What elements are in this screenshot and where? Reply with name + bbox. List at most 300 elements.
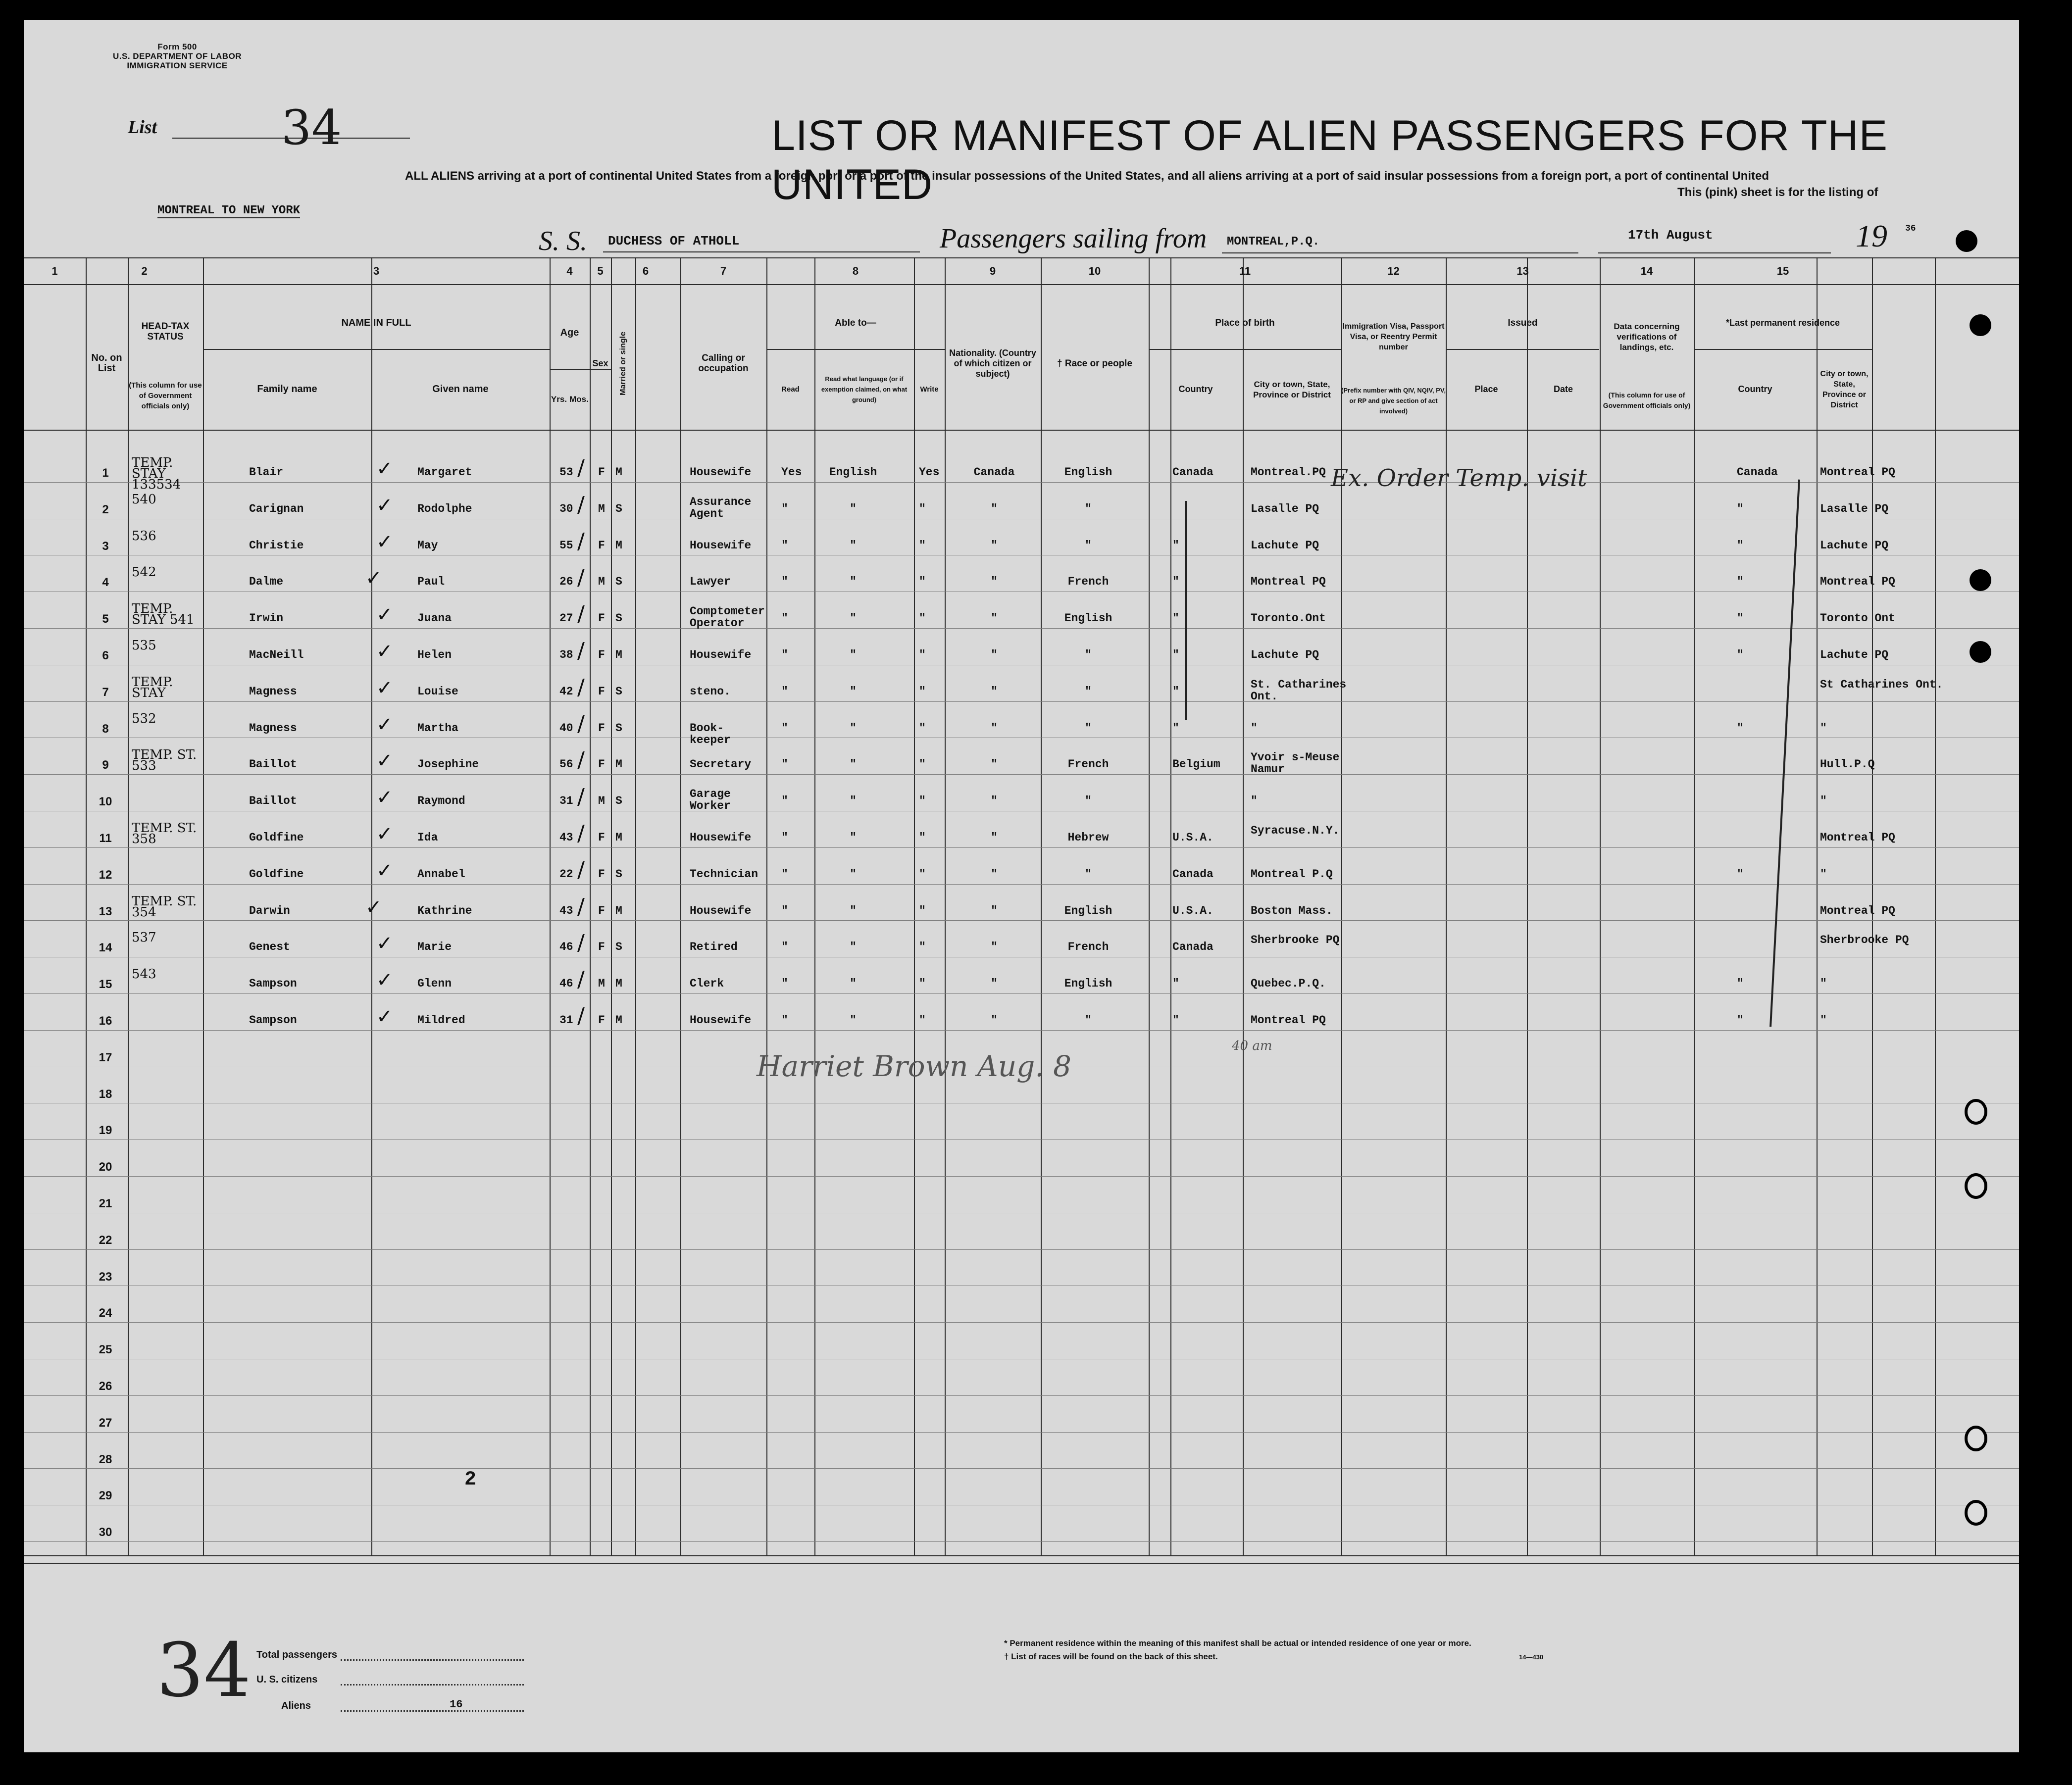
cell-read: " bbox=[781, 685, 788, 698]
row-number: 6 bbox=[102, 649, 109, 662]
cell-calling: steno. bbox=[690, 685, 731, 698]
cell-ms: M bbox=[615, 466, 622, 479]
binder-hole bbox=[1970, 314, 1991, 336]
cell-sex: F bbox=[598, 867, 605, 881]
age-slash-mark: / bbox=[577, 821, 585, 846]
cell-lang: English bbox=[829, 466, 877, 479]
cell-bc: " bbox=[1172, 539, 1179, 552]
cell-write: " bbox=[919, 648, 926, 661]
header-mos bbox=[568, 369, 590, 430]
cell-write: Yes bbox=[919, 466, 940, 479]
cell-read: " bbox=[781, 758, 788, 771]
page-title: LIST OR MANIFEST OF ALIEN PASSENGERS FOR THE UNITED bbox=[771, 112, 1888, 208]
row-rule bbox=[24, 1395, 2019, 1396]
colnum-row-border bbox=[24, 284, 2019, 285]
row-number-empty: 21 bbox=[99, 1197, 112, 1210]
age-slash-mark: / bbox=[577, 674, 585, 700]
cell-rcity: Hull.P.Q bbox=[1820, 758, 1875, 771]
cell-given: Ida bbox=[417, 831, 438, 844]
cell-lang: " bbox=[850, 758, 857, 771]
row-number-empty: 23 bbox=[99, 1270, 112, 1284]
row-rule bbox=[24, 701, 2019, 702]
cell-bc: U.S.A. bbox=[1172, 831, 1213, 844]
cell-rcity: Lachute PQ bbox=[1820, 539, 1889, 552]
cell-ms: M bbox=[615, 831, 622, 844]
cell-age: 43 bbox=[559, 904, 573, 917]
cell-bc: Canada bbox=[1172, 941, 1213, 954]
cell-calling: Technician bbox=[690, 867, 758, 881]
cell-write: " bbox=[919, 612, 926, 625]
cell-sex: F bbox=[598, 685, 605, 698]
header-mos-text: Mos. bbox=[569, 395, 589, 404]
cell-bcity: Montreal P.Q bbox=[1251, 867, 1333, 881]
sailing-date: 17th August bbox=[1628, 228, 1713, 243]
column-divider bbox=[203, 257, 204, 1555]
total-passengers-label: Total passengers bbox=[256, 1649, 338, 1660]
cell-read: " bbox=[781, 867, 788, 881]
cell-race: Hebrew bbox=[1067, 831, 1109, 844]
column-number-8: 8 bbox=[852, 265, 859, 277]
header-read-language bbox=[814, 349, 914, 430]
column-number-2: 2 bbox=[141, 265, 148, 277]
cell-calling: Book-keeper bbox=[690, 721, 731, 746]
cell-bc: " bbox=[1172, 575, 1179, 589]
cell-race: " bbox=[1085, 685, 1092, 698]
cell-age: 31 bbox=[559, 1014, 573, 1027]
row-rule bbox=[24, 1176, 2019, 1177]
header-bottom-border bbox=[24, 430, 2019, 431]
ss-label: S. S. bbox=[539, 226, 587, 256]
cell-bcity: Lachute PQ bbox=[1251, 648, 1319, 661]
row-number-empty: 18 bbox=[99, 1087, 112, 1101]
row-number: 1 bbox=[102, 466, 109, 480]
cell-nat: " bbox=[991, 721, 998, 735]
cell-read: " bbox=[781, 904, 788, 917]
cell-age: 31 bbox=[559, 794, 573, 808]
column-divider bbox=[945, 257, 946, 1555]
header-write-text: Write bbox=[920, 385, 939, 394]
cell-rcity: Lachute PQ bbox=[1820, 648, 1889, 661]
cell-rcity: St Catharines Ont. bbox=[1820, 678, 1943, 691]
cell-calling: Assurance Agent bbox=[690, 495, 752, 520]
cell-sex: F bbox=[598, 612, 605, 625]
binder-hole bbox=[1970, 569, 1991, 591]
cell-read: " bbox=[781, 794, 788, 808]
header-sex bbox=[590, 297, 611, 430]
cell-rc: " bbox=[1737, 721, 1744, 735]
year-prefix: 19 bbox=[1856, 218, 1887, 253]
header-residence-country bbox=[1694, 349, 1817, 430]
us-citizens-label: U. S. citizens bbox=[256, 1674, 318, 1685]
footnote-races: † List of races will be found on the back of this sheet. bbox=[1004, 1652, 1218, 1661]
header-age-text: Age bbox=[560, 327, 579, 338]
verification-check-icon: ✓ bbox=[376, 859, 393, 882]
cell-bcity: Montreal.PQ bbox=[1251, 466, 1326, 479]
cell-nat: " bbox=[991, 502, 998, 515]
cell-race: English bbox=[1064, 612, 1112, 625]
cell-sex: F bbox=[598, 721, 605, 735]
row-rule bbox=[24, 1541, 2019, 1542]
cell-family: Dalme bbox=[249, 575, 284, 589]
header-visa-note-text: (Prefix number with QIV, NQIV, PV, or RP and give section of act involved) bbox=[1341, 386, 1446, 415]
ship-name: DUCHESS OF ATHOLL bbox=[608, 234, 740, 248]
binder-hole bbox=[1965, 1099, 1987, 1125]
cell-bc: Canada bbox=[1172, 867, 1213, 881]
cell-ms: M bbox=[615, 904, 622, 917]
age-slash-mark: / bbox=[577, 784, 585, 810]
aliens-line bbox=[341, 1710, 524, 1712]
footnote-residence: * Permanent residence within the meaning of this manifest shall be actual or intended residence of one year or more. bbox=[1004, 1638, 1471, 1648]
form-number: Form 500 bbox=[157, 42, 197, 51]
cell-read: Yes bbox=[781, 466, 802, 479]
header-issued bbox=[1446, 297, 1600, 349]
head-tax-status: 543 bbox=[132, 967, 156, 982]
row-number-empty: 20 bbox=[99, 1160, 112, 1174]
cell-bc: Belgium bbox=[1172, 758, 1220, 771]
cell-nat: " bbox=[991, 612, 998, 625]
cell-rcity: Sherbrooke PQ bbox=[1820, 934, 1909, 947]
header-read bbox=[766, 349, 814, 430]
handwritten-total: 34 bbox=[156, 1628, 251, 1714]
column-number-7: 7 bbox=[720, 265, 727, 277]
header-data-concerning bbox=[1600, 297, 1694, 376]
head-tax-status: TEMP. STAY 541 bbox=[132, 601, 195, 628]
cell-rcity: " bbox=[1820, 867, 1827, 881]
column-divider bbox=[814, 257, 815, 1555]
column-number-9: 9 bbox=[989, 265, 996, 277]
cell-family: Irwin bbox=[249, 612, 284, 625]
cell-sex: F bbox=[598, 904, 605, 917]
column-divider bbox=[1170, 257, 1171, 1555]
cell-race: " bbox=[1085, 794, 1092, 808]
cell-family: Baillot bbox=[249, 758, 297, 771]
cell-lang: " bbox=[850, 831, 857, 844]
cell-nat: " bbox=[991, 904, 998, 917]
header-age bbox=[550, 297, 590, 369]
column-number-4: 4 bbox=[566, 265, 573, 277]
subtitle-line-1: ALL ALIENS arriving at a port of continental United States from a foreign port or a port of the insular possessions of the United States, and all aliens arriving at a port of said insular possessions from a foreign port, a port of continental United bbox=[405, 169, 1769, 183]
cell-age: 27 bbox=[559, 612, 573, 625]
row-number-empty: 27 bbox=[99, 1416, 112, 1430]
cell-nat: " bbox=[991, 648, 998, 661]
cell-given: Josephine bbox=[417, 758, 479, 771]
cell-calling: Housewife bbox=[690, 831, 752, 844]
cell-calling: Secretary bbox=[690, 758, 752, 771]
row-rule bbox=[24, 1030, 2019, 1031]
cell-race: English bbox=[1064, 904, 1112, 917]
header-read-language-text: Read what language (or if exemption claimed, on what ground) bbox=[821, 375, 908, 403]
age-slash-mark: / bbox=[577, 601, 585, 627]
cell-nat: " bbox=[991, 575, 998, 589]
cell-bcity: Toronto.Ont bbox=[1251, 612, 1326, 625]
binder-hole bbox=[1965, 1426, 1987, 1451]
header-issued-date bbox=[1527, 349, 1600, 430]
date-underline bbox=[1598, 252, 1831, 253]
cell-write: " bbox=[919, 941, 926, 954]
cell-race: " bbox=[1085, 502, 1092, 515]
residence-ditto-stroke bbox=[1769, 480, 1800, 1027]
cell-ms: M bbox=[615, 1014, 622, 1027]
cell-sex: M bbox=[598, 502, 605, 515]
header-family-name-text: Family name bbox=[257, 384, 317, 395]
route-stamp: MONTREAL TO NEW YORK bbox=[157, 204, 301, 217]
cell-rc: " bbox=[1737, 867, 1744, 881]
column-number-5: 5 bbox=[597, 265, 604, 277]
verification-check-icon: ✓ bbox=[376, 969, 393, 992]
cell-bcity: Quebec.P.Q. bbox=[1251, 977, 1326, 991]
cell-lang: " bbox=[850, 977, 857, 991]
row-number-empty: 30 bbox=[99, 1526, 112, 1539]
column-divider bbox=[1041, 257, 1042, 1555]
cell-rc: " bbox=[1737, 502, 1744, 515]
cell-read: " bbox=[781, 831, 788, 844]
row-number-empty: 19 bbox=[99, 1124, 112, 1138]
cell-calling: Comptometer Operator bbox=[690, 605, 765, 630]
row-rule bbox=[24, 774, 2019, 775]
header-residence-city-text: City or town, State, Province or District bbox=[1820, 369, 1869, 409]
cell-write: " bbox=[919, 977, 926, 991]
cell-bcity: " bbox=[1251, 721, 1258, 735]
head-tax-status: 532 bbox=[132, 711, 156, 726]
cell-sex: F bbox=[598, 539, 605, 552]
cell-race: English bbox=[1064, 977, 1112, 991]
cell-given: Margaret bbox=[417, 466, 472, 479]
cell-read: " bbox=[781, 721, 788, 735]
age-slash-mark: / bbox=[577, 492, 585, 517]
cell-write: " bbox=[919, 721, 926, 735]
age-slash-mark: / bbox=[577, 967, 585, 992]
cell-nat: " bbox=[991, 685, 998, 698]
cell-age: 55 bbox=[559, 539, 573, 552]
verification-check-icon: ✓ bbox=[376, 494, 393, 517]
row-number: 16 bbox=[99, 1014, 112, 1028]
column-number-12: 12 bbox=[1387, 265, 1400, 277]
cell-lang: " bbox=[850, 648, 857, 661]
cell-race: " bbox=[1085, 1014, 1092, 1027]
cell-sex: F bbox=[598, 466, 605, 479]
stamp-number: 2 bbox=[464, 1469, 477, 1491]
cell-given: Juana bbox=[417, 612, 452, 625]
service-name: IMMIGRATION SERVICE bbox=[127, 61, 228, 70]
cell-family: Darwin bbox=[249, 904, 290, 917]
cell-family: Magness bbox=[249, 721, 297, 735]
head-tax-status: TEMP. ST. 358 bbox=[132, 821, 197, 846]
verification-check-icon: ✓ bbox=[365, 567, 382, 590]
header-data-note-text: (This column for use of Government officials only) bbox=[1603, 391, 1691, 409]
cell-sex: F bbox=[598, 648, 605, 661]
age-slash-mark: / bbox=[577, 930, 585, 956]
row-number: 3 bbox=[102, 539, 109, 553]
cell-given: Martha bbox=[417, 721, 458, 735]
header-name-in-full-text: NAME IN FULL bbox=[341, 317, 411, 328]
cell-calling: Housewife bbox=[690, 466, 752, 479]
age-slash-mark: / bbox=[577, 455, 585, 481]
cell-write: " bbox=[919, 502, 926, 515]
cell-bcity: St. Catharines Ont. bbox=[1251, 678, 1347, 703]
departure-port: MONTREAL,P.Q. bbox=[1227, 235, 1320, 248]
cell-calling: Housewife bbox=[690, 648, 752, 661]
cell-given: Raymond bbox=[417, 794, 465, 808]
cell-rcity: Montreal PQ bbox=[1820, 831, 1895, 844]
column-divider bbox=[611, 257, 612, 1555]
header-residence-country-text: Country bbox=[1738, 384, 1772, 394]
row-number: 5 bbox=[102, 612, 109, 626]
age-slash-mark: / bbox=[577, 1003, 585, 1029]
row-rule bbox=[24, 1432, 2019, 1433]
row-number-empty: 22 bbox=[99, 1233, 112, 1247]
cell-rcity: " bbox=[1820, 977, 1827, 991]
cell-calling: Retired bbox=[690, 941, 738, 954]
cell-given: Paul bbox=[417, 575, 445, 589]
row-rule bbox=[24, 993, 2019, 994]
header-birth-city bbox=[1243, 349, 1341, 430]
signature-time: 40 am bbox=[1232, 1039, 1272, 1053]
age-slash-mark: / bbox=[577, 565, 585, 591]
column-divider bbox=[1243, 257, 1244, 1555]
cell-race: " bbox=[1085, 721, 1092, 735]
cell-bcity: " bbox=[1251, 794, 1258, 808]
cell-ms: S bbox=[615, 721, 622, 735]
column-divider bbox=[550, 257, 551, 1555]
cell-lang: " bbox=[850, 794, 857, 808]
cell-write: " bbox=[919, 904, 926, 917]
cell-read: " bbox=[781, 575, 788, 589]
row-number-empty: 24 bbox=[99, 1306, 112, 1320]
cell-nat: " bbox=[991, 1014, 998, 1027]
row-number-empty: 25 bbox=[99, 1343, 112, 1357]
cell-race: English bbox=[1064, 466, 1112, 479]
cell-lang: " bbox=[850, 502, 857, 515]
cell-nat: " bbox=[991, 794, 998, 808]
cell-race: French bbox=[1067, 941, 1109, 954]
header-nationality-text: Nationality. (Country of which citizen or subject) bbox=[949, 347, 1036, 379]
age-slash-mark: / bbox=[577, 711, 585, 737]
cell-calling: Lawyer bbox=[690, 575, 731, 589]
row-number: 8 bbox=[102, 722, 109, 736]
row-rule bbox=[24, 1468, 2019, 1469]
verification-check-icon: ✓ bbox=[376, 1005, 393, 1028]
cell-age: 40 bbox=[559, 721, 573, 735]
header-issued-date-text: Date bbox=[1553, 384, 1573, 394]
cell-given: Annabel bbox=[417, 867, 465, 881]
cell-lang: " bbox=[850, 575, 857, 589]
header-data-concerning-text: Data concerning verifications of landings, etc. bbox=[1614, 321, 1680, 352]
header-married-text: Married or single bbox=[619, 331, 627, 396]
cell-sex: F bbox=[598, 1014, 605, 1027]
row-number: 10 bbox=[99, 795, 112, 809]
cell-write: " bbox=[919, 1014, 926, 1027]
header-race bbox=[1041, 297, 1149, 430]
cell-given: Kathrine bbox=[417, 904, 472, 917]
cell-lang: " bbox=[850, 721, 857, 735]
header-head-tax-note-text: (This column for use of Government officials only) bbox=[129, 381, 202, 410]
cell-sex: F bbox=[598, 758, 605, 771]
cell-write: " bbox=[919, 831, 926, 844]
cell-rc: " bbox=[1737, 575, 1744, 589]
cell-rc: " bbox=[1737, 648, 1744, 661]
row-number: 14 bbox=[99, 941, 112, 955]
header-family-name bbox=[203, 349, 371, 430]
verification-check-icon: ✓ bbox=[376, 749, 393, 773]
column-number-3: 3 bbox=[373, 265, 380, 277]
cell-family: Magness bbox=[249, 685, 297, 698]
header-read-text: Read bbox=[781, 385, 800, 394]
cell-ms: M bbox=[615, 758, 622, 771]
cell-nat: " bbox=[991, 867, 998, 881]
column-number-11: 11 bbox=[1239, 265, 1251, 277]
cell-nat: " bbox=[991, 539, 998, 552]
head-tax-status: 542 bbox=[132, 565, 156, 580]
cell-age: 53 bbox=[559, 466, 573, 479]
cell-calling: Housewife bbox=[690, 904, 752, 917]
cell-sex: M bbox=[598, 977, 605, 991]
cell-rcity: Toronto Ont bbox=[1820, 612, 1895, 625]
cell-bc: " bbox=[1172, 977, 1179, 991]
header-head-tax-note bbox=[128, 361, 203, 430]
row-number-empty: 17 bbox=[99, 1050, 112, 1064]
header-yrs-text: Yrs. bbox=[551, 395, 567, 404]
cell-age: 43 bbox=[559, 831, 573, 844]
row-number: 2 bbox=[102, 502, 109, 516]
header-able-to-text: Able to— bbox=[835, 318, 876, 328]
cell-family: Baillot bbox=[249, 794, 297, 808]
header-place-of-birth bbox=[1149, 297, 1341, 349]
cell-read: " bbox=[781, 612, 788, 625]
row-number: 15 bbox=[99, 978, 112, 992]
cell-rc: " bbox=[1737, 977, 1744, 991]
cell-lang: " bbox=[850, 685, 857, 698]
header-write bbox=[914, 349, 945, 430]
header-last-residence bbox=[1694, 297, 1872, 349]
head-tax-status: TEMP. STAY 133534 bbox=[132, 455, 181, 492]
header-issued-place bbox=[1446, 349, 1527, 430]
cell-family: Sampson bbox=[249, 1014, 297, 1027]
cell-sex: M bbox=[598, 794, 605, 808]
verification-check-icon: ✓ bbox=[376, 676, 393, 699]
verification-check-icon: ✓ bbox=[376, 530, 393, 553]
row-rule bbox=[24, 847, 2019, 848]
cell-ms: M bbox=[615, 539, 622, 552]
cell-race: " bbox=[1085, 867, 1092, 881]
header-visa-text: Immigration Visa, Passport Visa, or Reentry Permit number bbox=[1342, 322, 1445, 351]
row-number-empty: 26 bbox=[99, 1380, 112, 1393]
cell-read: " bbox=[781, 648, 788, 661]
cell-family: Genest bbox=[249, 941, 290, 954]
column-divider bbox=[1600, 257, 1601, 1555]
cell-nat: " bbox=[991, 941, 998, 954]
cell-rc: " bbox=[1737, 1014, 1744, 1027]
verification-check-icon: ✓ bbox=[376, 713, 393, 736]
cell-bcity: Boston Mass. bbox=[1251, 904, 1333, 917]
cell-rcity: " bbox=[1820, 794, 1827, 808]
cell-given: Mildred bbox=[417, 1014, 465, 1027]
cell-age: 56 bbox=[559, 758, 573, 771]
cell-family: MacNeill bbox=[249, 648, 304, 661]
cell-family: Carignan bbox=[249, 502, 304, 515]
header-visa-note bbox=[1341, 371, 1446, 430]
cell-read: " bbox=[781, 941, 788, 954]
cell-nat: " bbox=[991, 831, 998, 844]
cell-bc: " bbox=[1172, 1014, 1179, 1027]
head-tax-status: TEMP. ST. 354 bbox=[132, 893, 197, 920]
cell-write: " bbox=[919, 867, 926, 881]
cell-ms: S bbox=[615, 941, 622, 954]
cell-bc: U.S.A. bbox=[1172, 904, 1213, 917]
cell-ms: M bbox=[615, 648, 622, 661]
table-top-border bbox=[24, 257, 2019, 258]
column-divider bbox=[680, 257, 681, 1555]
column-number-6: 6 bbox=[642, 265, 649, 277]
